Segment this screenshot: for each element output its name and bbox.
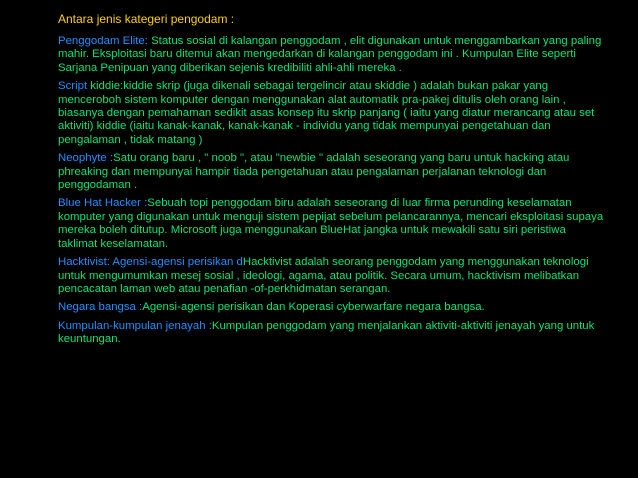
entry-script-kiddie <box>58 80 608 147</box>
heading-text: Antara jenis kategeri pengodam <box>58 12 228 26</box>
entry-term: Script <box>58 80 88 93</box>
entry-term: Penggodam Elite: <box>58 35 148 47</box>
entry-crime-groups <box>58 320 608 347</box>
entry-description: kiddie:kiddie skrip (juga dikenali sebagai tergelincir atau skiddie ) adalah bukan pakar yang menceroboh sistem komputer dengan menggunakan alat automatik pra-pakej ditulis oleh orang lain , biasanya dengan pemahaman sedikit asas konsep itu skrip panjang ( iaitu yang diatur merancang atau set aktiviti) kiddie (iaitu kanak-kanak, kanak-kanak - individu yang tidak mempunyai pengetahuan dan pengalaman , tidak matang ) <box>58 80 595 146</box>
entry-nation-state <box>58 301 608 314</box>
entry-term: Negara bangsa : <box>58 301 143 314</box>
entry-term: Kumpulan-kumpulan jenayah : <box>58 319 212 332</box>
entry-description: Status sosial di kalangan penggodam , elit digunakan untuk menggambarkan yang paling mahir. Eksploitasi baru ditemui akan mengedarkan di kalangan penggodam ini . Kumpulan Elite seperti Sarjana Penipuan yang diberikan sejenis kredibiliti ahli-ahli mereka . <box>58 35 602 74</box>
entry-description: Hacktivist adalah seorang penggodam yang menggunakan teknologi untuk mengumumkan mesej sosial , ideologi, agama, atau politik. Secara umum, hacktivism melibatkan pencacatan laman web atau penafian -of-perkhidmatan serangan. <box>58 256 589 295</box>
entry-hacktivist <box>58 256 608 296</box>
entry-description: Agensi-agensi perisikan dan Koperasi cyberwarfare negara bangsa. <box>142 301 485 314</box>
entry-description: Kumpulan penggodam yang menjalankan aktiviti-aktiviti jenayah yang untuk keuntungan. <box>58 319 595 346</box>
entry-description: Sebuah topi penggodam biru adalah seseorang di luar firma perunding keselamatan komputer yang digunakan untuk menguji sistem pepijat sebelum pelancarannya, mencari eksploitasi supaya mereka boleh ditutup. Microsoft juga menggunakan BlueHat jangka untuk mewakili satu siri peristiwa taklimat keselamatan. <box>58 197 604 250</box>
heading-separator: : <box>227 12 235 26</box>
entry-neophyte <box>58 152 608 192</box>
entry-blue-hat <box>58 197 608 251</box>
slide-heading <box>58 12 608 27</box>
entry-elite <box>58 35 608 75</box>
entry-term: Blue Hat Hacker : <box>58 197 148 210</box>
entry-description: Satu orang baru , " noob ", atau "newbie " adalah seseorang yang baru untuk hacking atau phreaking dan mempunyai hampir tiada pengetahuan atau pengalaman perjalanan teknologi dan penggodaman . <box>58 152 570 192</box>
entry-term: Neophyte : <box>58 152 114 165</box>
entry-term: Hacktivist: Agensi-agensi perisikan d <box>58 256 243 269</box>
